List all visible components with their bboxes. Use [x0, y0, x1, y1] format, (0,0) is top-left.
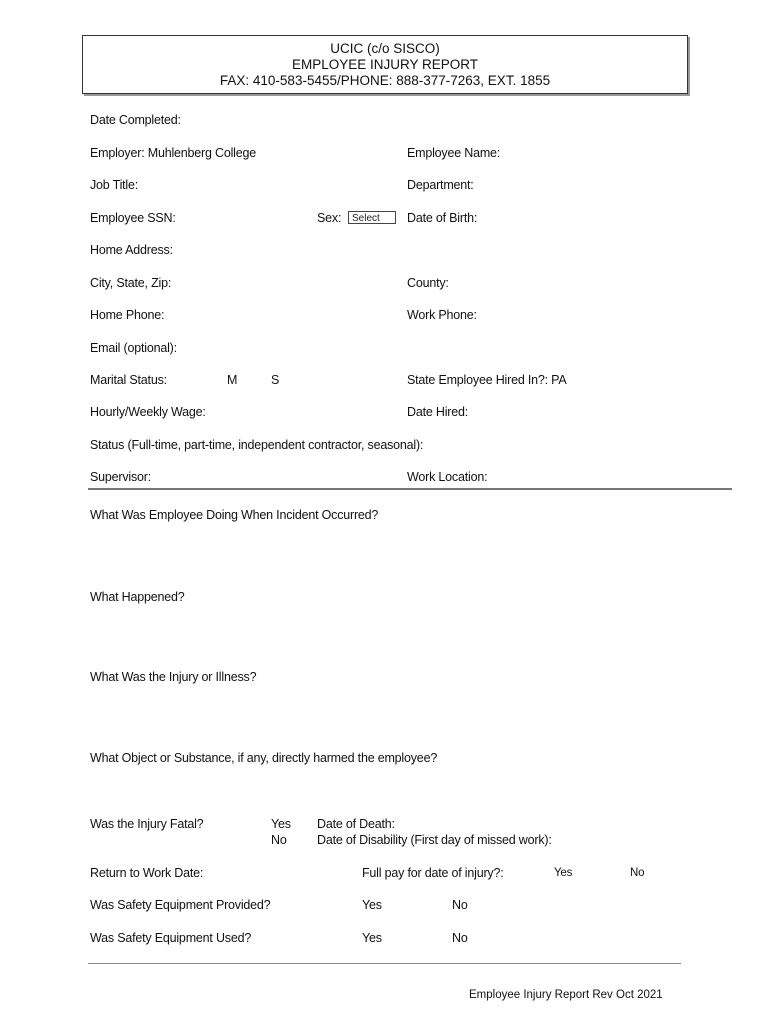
home-address-label: Home Address:	[90, 243, 173, 257]
header-contact: FAX: 410-583-5455/PHONE: 888-377-7263, EXT. 1855	[219, 72, 551, 88]
wage-label: Hourly/Weekly Wage:	[90, 405, 206, 419]
fatal-label: Was the Injury Fatal?	[90, 817, 204, 831]
email-label: Email (optional):	[90, 341, 177, 355]
safety-provided-no-option[interactable]: No	[452, 898, 468, 912]
question-object: What Object or Substance, if any, directly harmed the employee?	[90, 751, 438, 765]
marital-status-label: Marital Status:	[90, 373, 167, 387]
state-hired-label: State Employee Hired In?: PA	[407, 373, 567, 387]
work-phone-label: Work Phone:	[407, 308, 477, 322]
date-of-disability-label: Date of Disability (First day of missed work):	[317, 833, 552, 847]
employee-name-label: Employee Name:	[407, 146, 501, 160]
city-state-zip-label: City, State, Zip:	[90, 276, 172, 290]
full-pay-no-option[interactable]: No	[630, 867, 645, 879]
job-title-label: Job Title:	[90, 178, 139, 192]
home-phone-label: Home Phone:	[90, 308, 165, 322]
employer-label: Employer: Muhlenberg College	[90, 146, 257, 160]
department-label: Department:	[407, 178, 474, 192]
marital-s-option[interactable]: S	[271, 373, 280, 387]
full-pay-label: Full pay for date of injury?:	[362, 866, 504, 880]
safety-provided-yes-option[interactable]: Yes	[362, 898, 382, 912]
fatal-no-option[interactable]: No	[271, 833, 287, 847]
header-title: EMPLOYEE INJURY REPORT	[291, 56, 479, 72]
header-org: UCIC (c/o SISCO)	[330, 40, 440, 56]
question-happened: What Happened?	[90, 590, 185, 604]
county-label: County:	[407, 276, 449, 290]
date-of-death-label: Date of Death:	[317, 817, 395, 831]
question-injury: What Was the Injury or Illness?	[90, 670, 257, 684]
full-pay-yes-option[interactable]: Yes	[554, 867, 573, 879]
footer-revision: Employee Injury Report Rev Oct 2021	[469, 989, 663, 1001]
section-divider	[88, 488, 732, 490]
safety-provided-label: Was Safety Equipment Provided?	[90, 898, 271, 912]
sex-select[interactable]: Select	[348, 211, 396, 224]
supervisor-label: Supervisor:	[90, 470, 152, 484]
form-header	[82, 35, 688, 94]
date-hired-label: Date Hired:	[407, 405, 469, 419]
safety-used-yes-option[interactable]: Yes	[362, 931, 382, 945]
date-completed-label: Date Completed:	[90, 113, 181, 127]
status-label: Status (Full-time, part-time, independent contractor, seasonal):	[90, 438, 424, 452]
marital-m-option[interactable]: M	[227, 373, 238, 387]
footer-divider	[88, 963, 681, 964]
fatal-yes-option[interactable]: Yes	[271, 817, 291, 831]
employee-ssn-label: Employee SSN:	[90, 211, 176, 225]
safety-used-no-option[interactable]: No	[452, 931, 468, 945]
sex-label: Sex:	[317, 211, 342, 225]
date-of-birth-label: Date of Birth:	[407, 211, 478, 225]
question-doing: What Was Employee Doing When Incident Occurred?	[90, 508, 379, 522]
return-to-work-label: Return to Work Date:	[90, 866, 204, 880]
safety-used-label: Was Safety Equipment Used?	[90, 931, 252, 945]
work-location-label: Work Location:	[407, 470, 488, 484]
